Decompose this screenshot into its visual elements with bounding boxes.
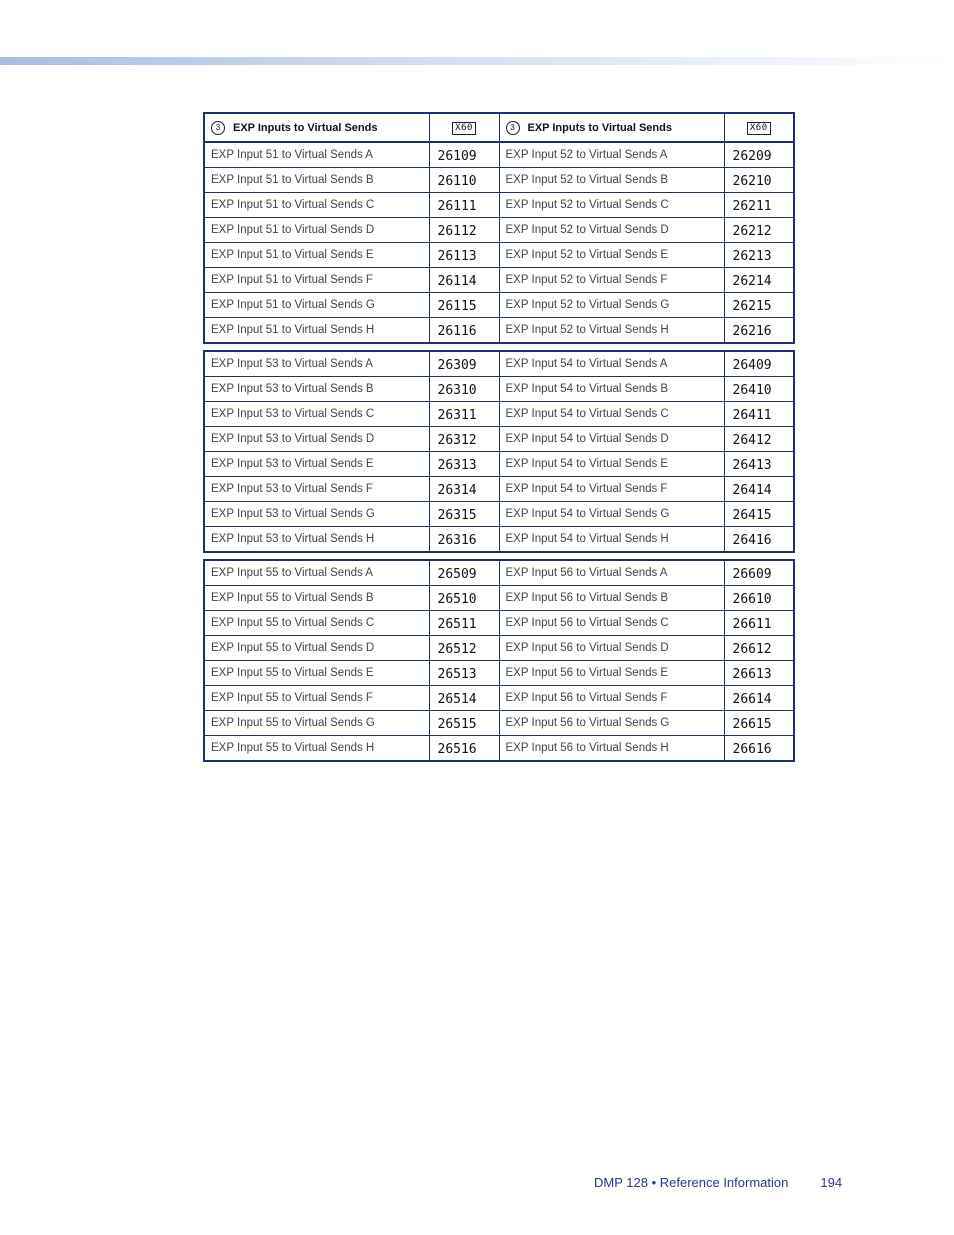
left-command-code: 26111 — [429, 193, 499, 218]
right-command-code: 26413 — [724, 452, 794, 477]
right-command-name: EXP Input 54 to Virtual Sends B — [499, 377, 724, 402]
table-row — [204, 502, 794, 527]
left-command-code: 26510 — [429, 586, 499, 611]
right-command-name: EXP Input 52 to Virtual Sends E — [499, 243, 724, 268]
left-command-code: 26513 — [429, 661, 499, 686]
right-command-code: 26611 — [724, 611, 794, 636]
right-command-name: EXP Input 56 to Virtual Sends F — [499, 686, 724, 711]
left-command-name: EXP Input 55 to Virtual Sends C — [204, 611, 429, 636]
right-command-name: EXP Input 56 to Virtual Sends D — [499, 636, 724, 661]
right-command-name: EXP Input 52 to Virtual Sends D — [499, 218, 724, 243]
right-command-code: 26616 — [724, 736, 794, 762]
footer-title: DMP 128 • Reference Information — [594, 1175, 789, 1190]
right-command-code: 26414 — [724, 477, 794, 502]
table-row — [204, 243, 794, 268]
left-command-code: 26315 — [429, 502, 499, 527]
right-command-code: 26210 — [724, 168, 794, 193]
group-spacer — [204, 343, 794, 351]
table-row — [204, 268, 794, 293]
table-row — [204, 636, 794, 661]
left-command-name: EXP Input 51 to Virtual Sends D — [204, 218, 429, 243]
right-command-name: EXP Input 56 to Virtual Sends C — [499, 611, 724, 636]
step-number-badge: 3 — [506, 121, 520, 135]
right-command-name: EXP Input 54 to Virtual Sends G — [499, 502, 724, 527]
left-command-name: EXP Input 53 to Virtual Sends C — [204, 402, 429, 427]
right-command-name: EXP Input 52 to Virtual Sends G — [499, 293, 724, 318]
left-command-code: 26514 — [429, 686, 499, 711]
right-command-code: 26412 — [724, 427, 794, 452]
left-command-code: 26113 — [429, 243, 499, 268]
left-command-code: 26316 — [429, 527, 499, 553]
left-command-name: EXP Input 55 to Virtual Sends G — [204, 711, 429, 736]
page-number: 194 — [820, 1175, 843, 1190]
left-command-name: EXP Input 51 to Virtual Sends H — [204, 318, 429, 344]
right-command-name: EXP Input 56 to Virtual Sends H — [499, 736, 724, 762]
right-command-code: 26609 — [724, 560, 794, 586]
table-row — [204, 402, 794, 427]
right-command-code: 26613 — [724, 661, 794, 686]
table-row — [204, 736, 794, 762]
left-command-name: EXP Input 55 to Virtual Sends F — [204, 686, 429, 711]
right-command-name: EXP Input 56 to Virtual Sends E — [499, 661, 724, 686]
table-row — [204, 427, 794, 452]
table-row — [204, 377, 794, 402]
left-command-name: EXP Input 55 to Virtual Sends H — [204, 736, 429, 762]
table-header-row — [204, 113, 794, 142]
left-command-code: 26115 — [429, 293, 499, 318]
right-command-name: EXP Input 52 to Virtual Sends C — [499, 193, 724, 218]
right-command-name: EXP Input 56 to Virtual Sends A — [499, 560, 724, 586]
right-command-code: 26214 — [724, 268, 794, 293]
x60-badge: X60 — [452, 122, 476, 135]
left-command-code: 26515 — [429, 711, 499, 736]
left-command-code: 26516 — [429, 736, 499, 762]
right-command-code: 26415 — [724, 502, 794, 527]
left-command-name: EXP Input 53 to Virtual Sends E — [204, 452, 429, 477]
left-command-code: 26310 — [429, 377, 499, 402]
table-row — [204, 168, 794, 193]
right-command-name: EXP Input 56 to Virtual Sends G — [499, 711, 724, 736]
right-command-name: EXP Input 54 to Virtual Sends C — [499, 402, 724, 427]
left-command-name: EXP Input 51 to Virtual Sends C — [204, 193, 429, 218]
header-left-x60 — [429, 113, 499, 142]
right-command-code: 26610 — [724, 586, 794, 611]
table-row — [204, 452, 794, 477]
header-left-title — [204, 113, 429, 142]
right-command-code: 26211 — [724, 193, 794, 218]
left-command-code: 26311 — [429, 402, 499, 427]
right-command-name: EXP Input 52 to Virtual Sends F — [499, 268, 724, 293]
left-command-code: 26116 — [429, 318, 499, 344]
right-command-name: EXP Input 54 to Virtual Sends D — [499, 427, 724, 452]
table-row — [204, 351, 794, 377]
table-row — [204, 560, 794, 586]
group-spacer — [204, 552, 794, 560]
table-row — [204, 611, 794, 636]
table-row — [204, 711, 794, 736]
left-command-code: 26114 — [429, 268, 499, 293]
left-command-name: EXP Input 55 to Virtual Sends B — [204, 586, 429, 611]
column-title: EXP Inputs to Virtual Sends — [527, 121, 672, 134]
left-command-name: EXP Input 53 to Virtual Sends A — [204, 351, 429, 377]
right-command-code: 26409 — [724, 351, 794, 377]
left-command-name: EXP Input 55 to Virtual Sends E — [204, 661, 429, 686]
table-row — [204, 142, 794, 168]
left-command-code: 26511 — [429, 611, 499, 636]
exp-inputs-table — [203, 112, 795, 762]
column-title: EXP Inputs to Virtual Sends — [233, 121, 378, 134]
right-command-name: EXP Input 54 to Virtual Sends F — [499, 477, 724, 502]
table-row — [204, 586, 794, 611]
right-command-name: EXP Input 54 to Virtual Sends H — [499, 527, 724, 553]
header-right-x60 — [724, 113, 794, 142]
right-command-name: EXP Input 54 to Virtual Sends A — [499, 351, 724, 377]
header-right-title — [499, 113, 724, 142]
x60-badge: X60 — [747, 122, 771, 135]
left-command-code: 26512 — [429, 636, 499, 661]
right-command-code: 26416 — [724, 527, 794, 553]
left-command-code: 26312 — [429, 427, 499, 452]
left-command-name: EXP Input 51 to Virtual Sends E — [204, 243, 429, 268]
header-gradient-bar — [0, 57, 954, 65]
right-command-code: 26612 — [724, 636, 794, 661]
right-command-name: EXP Input 52 to Virtual Sends H — [499, 318, 724, 344]
left-command-code: 26313 — [429, 452, 499, 477]
left-command-name: EXP Input 53 to Virtual Sends H — [204, 527, 429, 553]
right-command-code: 26209 — [724, 142, 794, 168]
left-command-code: 26110 — [429, 168, 499, 193]
left-command-code: 26309 — [429, 351, 499, 377]
table-row — [204, 193, 794, 218]
left-command-name: EXP Input 51 to Virtual Sends G — [204, 293, 429, 318]
left-command-name: EXP Input 55 to Virtual Sends A — [204, 560, 429, 586]
page-footer — [594, 1175, 842, 1190]
spacer-cell — [204, 552, 794, 560]
table-row — [204, 527, 794, 553]
right-command-name: EXP Input 52 to Virtual Sends A — [499, 142, 724, 168]
table-row — [204, 218, 794, 243]
right-command-code: 26213 — [724, 243, 794, 268]
table-row — [204, 661, 794, 686]
right-command-name: EXP Input 54 to Virtual Sends E — [499, 452, 724, 477]
left-command-name: EXP Input 53 to Virtual Sends B — [204, 377, 429, 402]
right-command-name: EXP Input 56 to Virtual Sends B — [499, 586, 724, 611]
left-command-name: EXP Input 53 to Virtual Sends G — [204, 502, 429, 527]
left-command-name: EXP Input 51 to Virtual Sends B — [204, 168, 429, 193]
left-command-code: 26112 — [429, 218, 499, 243]
right-command-code: 26614 — [724, 686, 794, 711]
left-command-name: EXP Input 53 to Virtual Sends D — [204, 427, 429, 452]
right-command-code: 26216 — [724, 318, 794, 344]
table-row — [204, 293, 794, 318]
left-command-name: EXP Input 55 to Virtual Sends D — [204, 636, 429, 661]
left-command-name: EXP Input 53 to Virtual Sends F — [204, 477, 429, 502]
right-command-code: 26410 — [724, 377, 794, 402]
left-command-code: 26109 — [429, 142, 499, 168]
right-command-code: 26215 — [724, 293, 794, 318]
table-row — [204, 686, 794, 711]
table-row — [204, 318, 794, 344]
table-body — [204, 142, 794, 761]
left-command-name: EXP Input 51 to Virtual Sends F — [204, 268, 429, 293]
right-command-code: 26615 — [724, 711, 794, 736]
right-command-name: EXP Input 52 to Virtual Sends B — [499, 168, 724, 193]
step-number-badge: 3 — [211, 121, 225, 135]
table-row — [204, 477, 794, 502]
left-command-name: EXP Input 51 to Virtual Sends A — [204, 142, 429, 168]
left-command-code: 26314 — [429, 477, 499, 502]
right-command-code: 26212 — [724, 218, 794, 243]
left-command-code: 26509 — [429, 560, 499, 586]
right-command-code: 26411 — [724, 402, 794, 427]
spacer-cell — [204, 343, 794, 351]
